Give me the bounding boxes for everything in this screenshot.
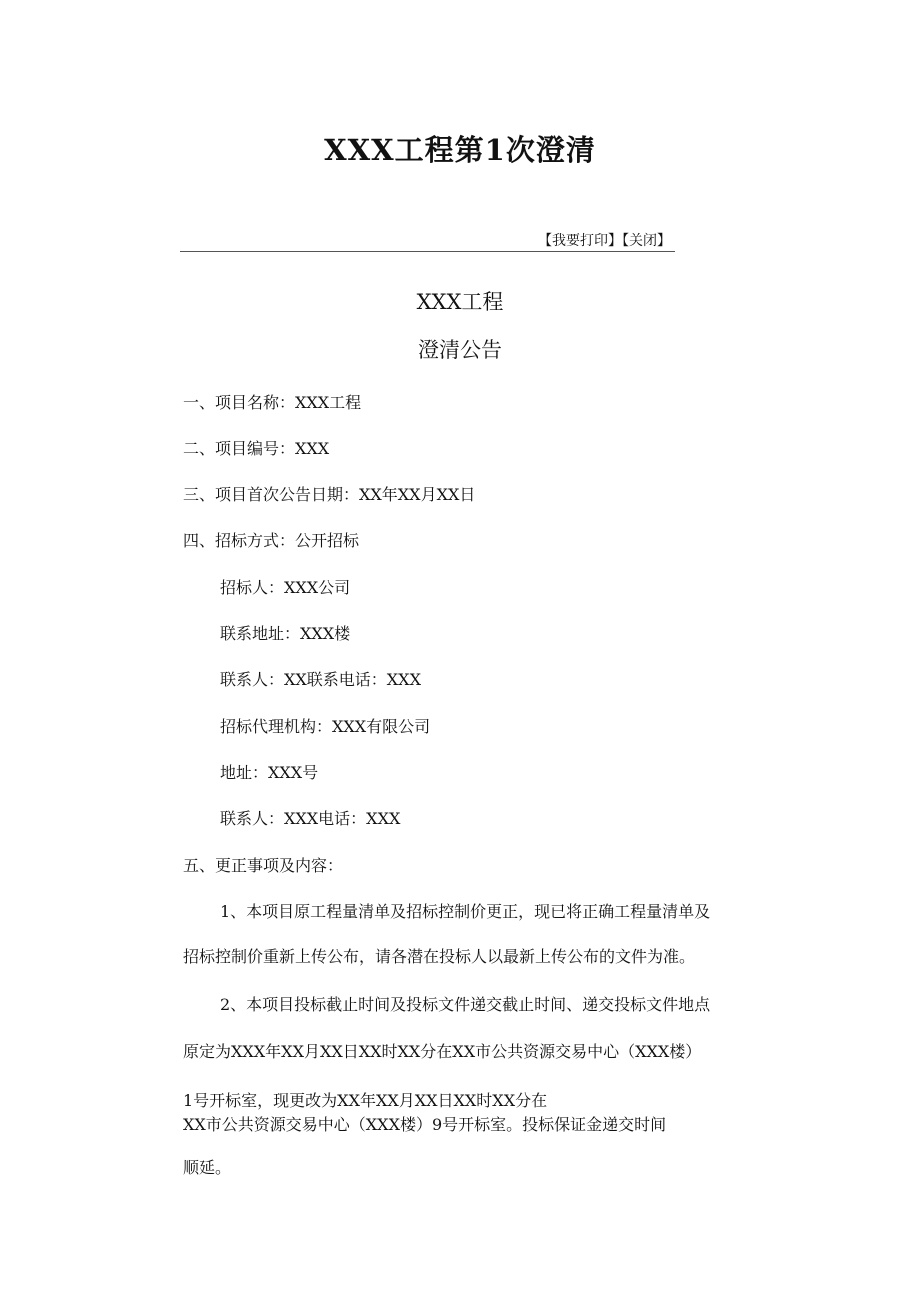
item2-line: XX市公共资源交易中心（XXX楼）9号开标室。投标保证金递交时间 xyxy=(183,1115,667,1134)
section-project-name: 一、项目名称：XXX工程 xyxy=(183,393,362,412)
section-bid-method: 四、招标方式：公开招标 xyxy=(183,531,360,550)
agency-address: 地址：XXX号 xyxy=(220,763,319,782)
item2-line: 2、本项目投标截止时间及投标文件递交截止时间、递交投标文件地点 xyxy=(220,995,711,1014)
tenderer: 招标人：XXX公司 xyxy=(220,578,351,597)
section-corrections: 五、更正事项及内容： xyxy=(183,856,344,875)
item1-line: 招标控制价重新上传公布，请各潜在投标人以最新上传公布的文件为准。 xyxy=(183,947,696,966)
toolbar xyxy=(180,232,675,252)
close-link[interactable]: 【关闭】 xyxy=(622,233,671,249)
print-link[interactable]: 【我要打印】 xyxy=(538,233,622,249)
item2-line: 顺延。 xyxy=(183,1158,232,1177)
page-title: XXX工程第1次澄清 xyxy=(324,133,596,167)
tenderer-contact: 联系人：XX联系电话：XXX xyxy=(220,670,421,689)
notice-heading: 澄清公告 xyxy=(418,338,502,362)
agency-contact: 联系人：XXX电话：XXX xyxy=(220,809,401,828)
tenderer-address: 联系地址：XXX楼 xyxy=(220,624,351,643)
agency: 招标代理机构：XXX有限公司 xyxy=(220,717,431,736)
section-project-number: 二、项目编号：XXX xyxy=(183,439,330,458)
item2-line: 1号开标室，现更改为XX年XX月XX日XX时XX分在 xyxy=(183,1091,548,1110)
toolbar-actions xyxy=(538,232,671,250)
section-announce-date: 三、项目首次公告日期：XX年XX月XX日 xyxy=(183,485,476,504)
notice-project: XXX工程 xyxy=(416,290,504,314)
item2-line: 原定为XXX年XX月XX日XX时XX分在XX市公共资源交易中心（XXX楼） xyxy=(183,1042,702,1061)
item1-line: 1、本项目原工程量清单及招标控制价更正，现已将正确工程量清单及 xyxy=(220,902,711,921)
